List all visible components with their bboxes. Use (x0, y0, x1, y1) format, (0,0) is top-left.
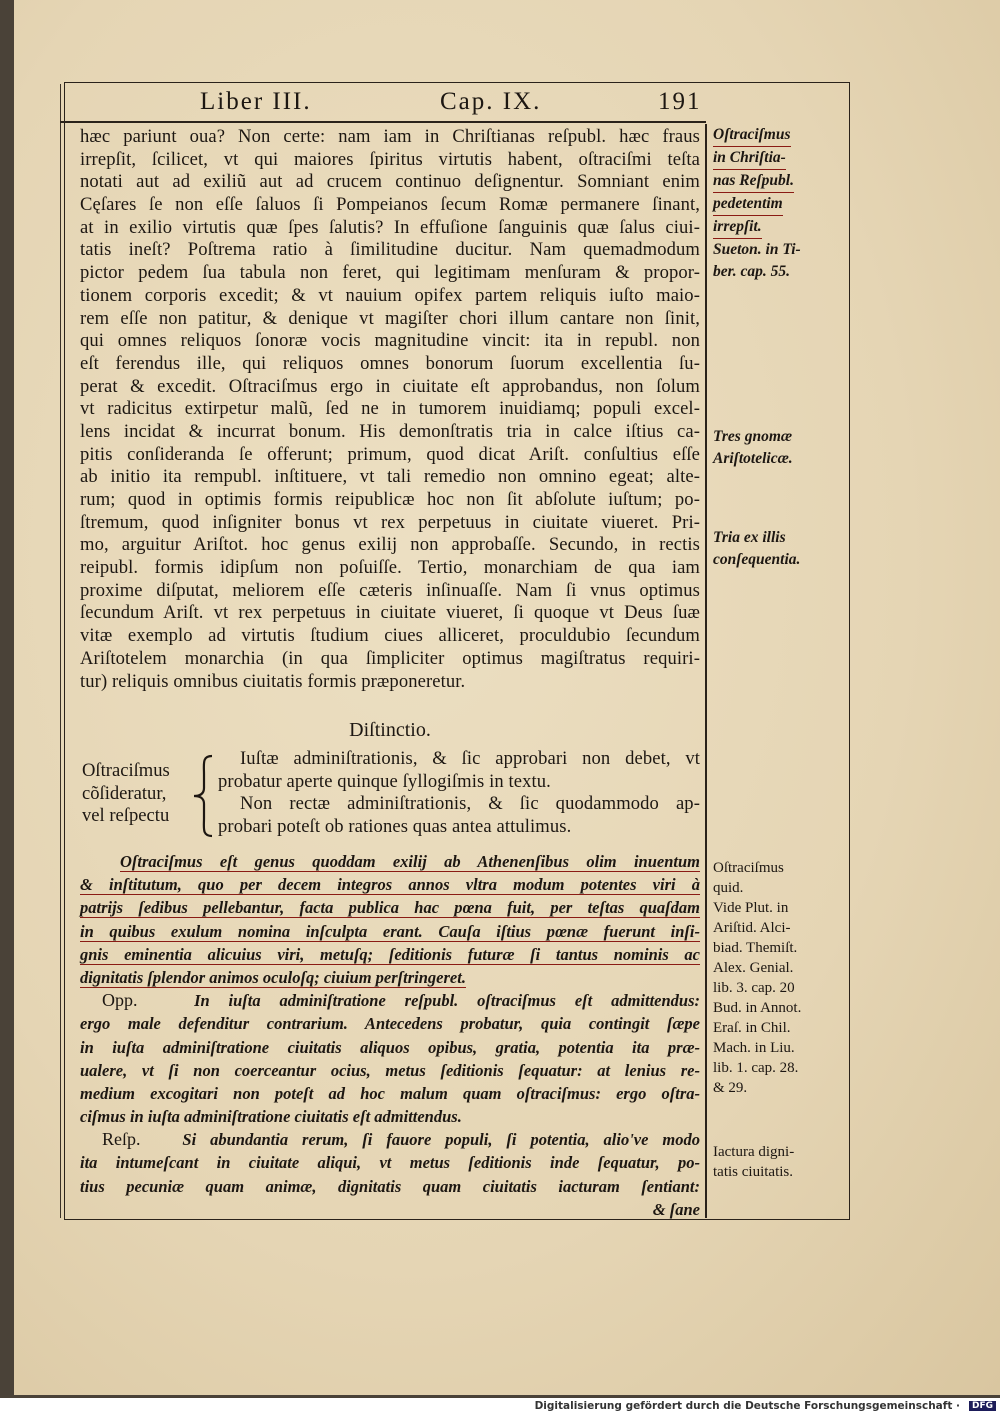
text-line: mo, arguitur Ariſtot. hoc genus exilij non approbaſſe. Secundo, in rectis (80, 534, 700, 556)
definition-line (80, 966, 700, 989)
marginal-line: Sueton. in Ti- (713, 241, 801, 258)
distinctio-heading: Diſtinctio. (349, 719, 431, 741)
marginal-line: conſequentia. (713, 551, 801, 568)
marginal-line: quid. (713, 880, 744, 896)
header-rule (60, 121, 706, 123)
definition-text: Oſtraciſmus eſt genus quoddam exilij ab Athenenſibus olim inuentum (120, 852, 700, 871)
marginal-line: nas Reſpubl. (713, 170, 794, 193)
text-line: vt radicitus extirpetur malũ, ſed ne in tumorem inuidiamq; populi excel- (80, 398, 700, 420)
marginal-line: Iactura digni- (713, 1144, 795, 1160)
text-line: rum; quod in optimis formis reipublicæ hoc non ſit abſolute iuſtum; po- (80, 489, 700, 510)
marginal-note-sources (713, 858, 831, 1098)
running-header (200, 88, 700, 120)
marginal-line: Oſtraciſmus (713, 860, 784, 876)
opp-line: ualere, vt ſi non coerceantur ocius, metus ſeditionis ſequatur: at lenius re- (80, 1060, 700, 1080)
text-line: tionem corporis excedit; & vt nauium opifex partem reliquis iuſto maio- (80, 284, 700, 306)
viewer-footer (0, 1398, 1000, 1419)
opp-line: ergo male defenditur contrarium. Antecedens probatur, quia contingit ſæpe (80, 1014, 700, 1034)
marginal-line: pedetentim (713, 193, 783, 216)
opp-label: Opp. (102, 990, 138, 1011)
marginal-note-ostracism-christian (713, 124, 831, 283)
opp-text: In iuſta adminiſtratione reſpubl. oſtraciſmus eſt admittendus: (194, 991, 701, 1011)
definition-text: patrijs ſedibus pellebantur, facta publica hac pœna fuit, per teſtas quaſdam (80, 898, 700, 918)
resp-line (80, 1175, 700, 1198)
resp-text: Si abundantia rerum, ſi fauore populi, ſi potentia, alio've modo (182, 1130, 701, 1150)
definition-text: in quibus exulum nomina inſculpta erant. Cauſa iſtius pœnæ fuerunt inſi- (80, 921, 700, 941)
marginal-line: irrepſit. (713, 216, 762, 239)
marginal-line: & 29. (713, 1080, 748, 1096)
marginal-line: Mach. in Liu. (713, 1040, 795, 1056)
distinctio-branches (218, 748, 700, 838)
left-margin-rule (60, 84, 61, 1218)
text-line: ſecundum Ariſt. vt rex perpetuus in ciuitate viueret, ſi quoque vt Deus ſuæ (80, 602, 700, 624)
text-line: notati aut ad exiliũ aut ad crucem continuo deſignentur. Somniant enim (80, 171, 700, 193)
text-line: ab initio ita rempubl. inſtituere, vt tali remedio non omnino egeat; alte- (80, 466, 700, 488)
margin-column-rule (705, 124, 707, 1218)
marginal-line: ber. cap. 55. (713, 263, 791, 280)
distinctio-line: Iuſtæ adminiſtrationis, & ſic approbari non debet, vt (240, 748, 700, 769)
text-line: rem eſſe non patitur, & denique vt magiſter chori illum cantare non ſinit, (80, 307, 700, 329)
text-line: irrepſit, ſcilicet, vt qui maiores ſpiritus virtutis habent, oſtraciſmi teſta (80, 148, 700, 170)
marginal-line: Ariſtid. Alci- (713, 920, 791, 936)
text-line: hæc pariunt oua? Non certe: nam iam in Chriſtianas reſpubl. hæc fraus (80, 126, 700, 147)
marginal-line: Tres gnomæ (713, 428, 793, 445)
marginal-line: Oſtraciſmus (713, 124, 791, 147)
marginal-line: lib. 3. cap. 20 (713, 980, 795, 996)
text-line: ſtremum, quod inſigniter bonus vt rex perpetuus in ciuitate viueret. Pri- (80, 511, 700, 533)
text-line: tur) reliquis omnibus ciuitatis formis præponeretur. (80, 670, 466, 692)
text-line: Ariſtotelem monarchia (in qua ſimpliciter optimus magiſtratus requiri- (80, 647, 700, 669)
text-line: pitis conſideranda ſe offerunt; primum, quod dicat Ariſt. conſultius eſſe (80, 443, 700, 465)
distinctio-subject-line: cõſideratur, (82, 782, 167, 804)
text-line: qui omnes reliquos ſonoræ vocis magnitudine vincit: ita in republ. non (80, 330, 700, 352)
page-number: 191 (658, 88, 702, 115)
marginal-line: tatis ciuitatis. (713, 1164, 793, 1180)
distinctio-subject-line: vel reſpectu (82, 805, 170, 826)
main-text (80, 126, 700, 693)
text-line: vitæ exemplo ad virtutis ſtudium ciues alliceret, proculdubio ſecundum (80, 625, 700, 647)
definition-text: & inſtitutum, quo per decem integros annos vltra modum potentes viri à (80, 875, 700, 895)
distinctio-line: probatur aperte quinque ſyllogiſmis in textu. (218, 770, 551, 792)
resp-line (80, 1128, 700, 1151)
marginal-line: Ariſtotelicæ. (713, 450, 793, 467)
curly-brace-icon (190, 752, 218, 840)
definition-line (80, 943, 700, 966)
marginal-line: Bud. in Annot. (713, 1000, 802, 1016)
marginal-note-gnomae (713, 426, 831, 470)
dfg-logo: DFG (969, 1401, 996, 1411)
marginal-line: Tria ex illis (713, 529, 786, 546)
marginal-line: Eraſ. in Chil. (713, 1020, 791, 1036)
marginal-line: biad. Themiſt. (713, 940, 798, 956)
text-line: perat & excedit. Oſtraciſmus ergo in ciuitate eſt approbandus, non ſolum (80, 375, 700, 397)
marginal-line: in Chriſtia- (713, 147, 786, 170)
definition-text: gnis eminentia alicuius viri, metuſq; ſeditionis futuræ ſi tantus nominis ac (80, 944, 700, 964)
italic-section (80, 850, 700, 1221)
marginal-note-consequentia (713, 527, 831, 571)
distinctio-line: probari poteſt ob rationes quas antea attulimus. (218, 815, 572, 837)
marginal-line: Alex. Genial. (713, 960, 794, 976)
text-line: lens incidat & incurrat bonum. His demonſtratis tria in calce iſtius ca- (80, 420, 700, 442)
footer-credit: Digitalisierung gefördert durch die Deutsche Forschungsgemeinschaft · (534, 1400, 960, 1412)
opp-line: in iuſta adminiſtratione ciuitatis aliquos opibus, gratia, potentia ita præ- (80, 1037, 700, 1057)
resp-text: tius pecuniæ quam animæ, dignitatis quam ciuitatis iacturam ſentiant: (80, 1176, 700, 1196)
text-line: proxime diſputat, meliorem eſſe cæteris inſinuaſſe. Nam ſi vnus optimus (80, 579, 700, 601)
definition-line (80, 920, 700, 943)
text-line: pictor pedem ſua tabula non feret, qui legitimam menſuram & propor- (80, 262, 700, 284)
resp-label: Reſp. (102, 1129, 141, 1150)
definition-line (80, 896, 700, 919)
definition-text: dignitatis ſplendor animos oculoſq; ciuium perſtringeret. (80, 967, 466, 987)
distinctio-line: Non rectæ adminiſtrationis, & ſic quodammodo ap- (240, 793, 700, 814)
text-line: reipubl. formis idipſum non poſuiſſe. Tertio, monarchiam de qua iam (80, 557, 700, 579)
text-line: eſt ferendus ille, qui reliquos omnes bonorum ſuorum excellentia ſu- (80, 352, 700, 374)
header-liber: Liber III. (200, 88, 312, 115)
text-line: tatis ineſt? Poſtrema ratio à ſimilitudine ducitur. Nam quemadmodum (80, 239, 700, 261)
resp-line: ita intumeſcant in ciuitate aliqui, vt metus ſeditionis inde ſequatur, po- (80, 1153, 700, 1173)
definition-line (80, 873, 700, 896)
marginal-line: lib. 1. cap. 28. (713, 1060, 799, 1076)
catchword: & ſane (652, 1199, 700, 1219)
opp-line: ciſmus in iuſta adminiſtratione ciuitatis eſt admittendus. (80, 1107, 462, 1127)
marginal-line: Vide Plut. in (713, 900, 789, 916)
header-chapter: Cap. IX. (440, 88, 542, 115)
marginal-note-iactura (713, 1142, 831, 1182)
text-line: Cęſares ſe non eſſe ſaluos ſi Pompeianos ſecum Romæ permanere ſinant, (80, 194, 700, 216)
text-line: at in exilio virtutis quæ ſpes ſalutis? In effuſione ſanguinis quæ ſalus ciui- (80, 216, 700, 238)
definition-line (80, 850, 700, 873)
distinctio-subject (82, 760, 170, 828)
distinctio-subject-line: Oſtraciſmus (82, 760, 170, 781)
opp-line: medium excogitari non poteſt ad hoc malum quam oſtraciſmus: ergo oſtra- (80, 1083, 700, 1103)
opp-line (80, 989, 700, 1012)
